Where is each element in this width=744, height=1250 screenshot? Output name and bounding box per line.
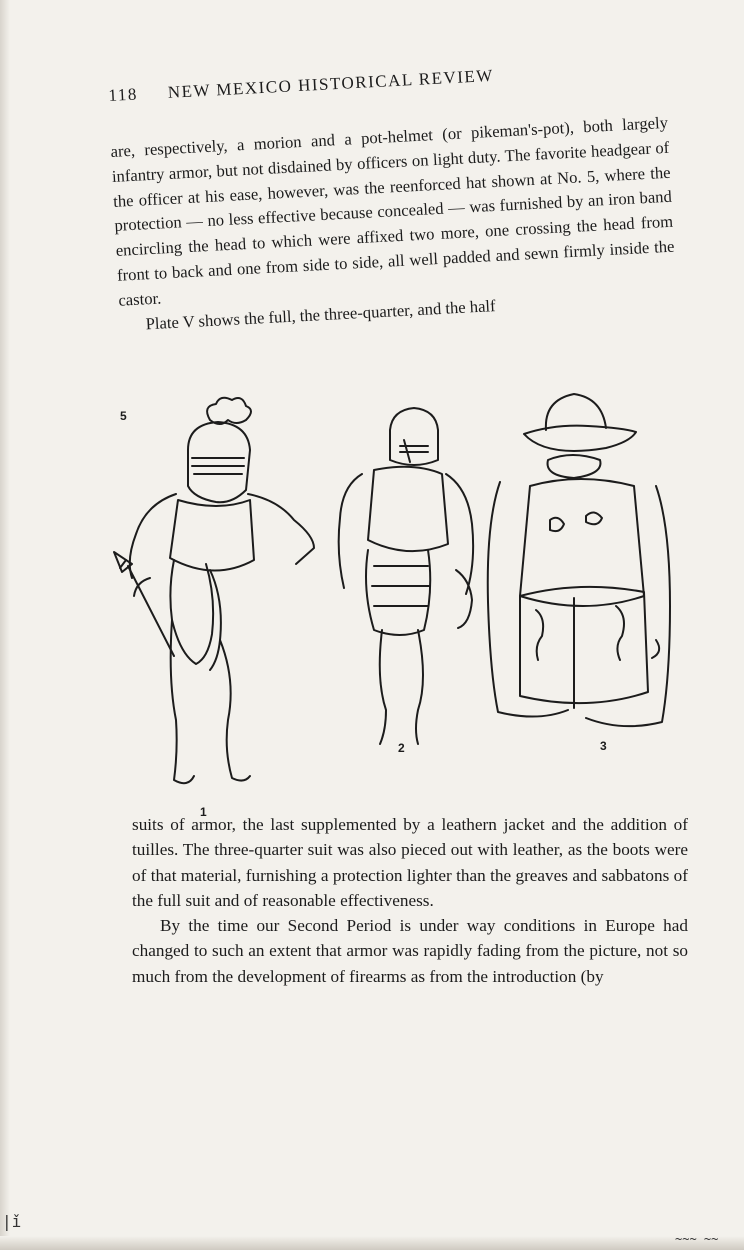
lower-text-block	[132, 812, 688, 989]
scan-edge-mark-right: ~~~ ~~	[675, 1232, 719, 1246]
figure-label-3: 3	[600, 739, 607, 753]
armor-illustration	[100, 390, 700, 820]
paragraph: are, respectively, a morion and a pot-helmet (or pikeman's-pot), both largely infantry armor, but not disdained by officers on light duty. The favorite headgear of the officer at his ease, however, was the reenforced hat shown at No. 5, where the protection — no less effective because concealed — was furnished by an iron band encircling the head to which were affixed two more, one crossing the head from front to back and one from side to side, all well padded and sewn firmly inside the castor.	[110, 112, 675, 310]
page-number: 118	[108, 84, 139, 105]
journal-title: NEW MEXICO HISTORICAL REVIEW	[167, 65, 495, 102]
half-armor-jacket-figure	[488, 394, 670, 726]
plate-v-figure	[100, 390, 700, 820]
paragraph: Plate V shows the full, the three-quarter, and the half	[145, 295, 496, 333]
scan-edge-mark-left: |ǐ	[2, 1212, 22, 1231]
page-edge-bottom	[0, 1236, 744, 1250]
figure-mark-5: 5	[120, 409, 127, 423]
three-quarter-armor-figure	[339, 408, 473, 744]
paragraph: suits of armor, the last supplemented by a leathern jacket and the addition of tuilles. The three-quarter suit was also pieced out with leather, as the boots were of that material, furnishing a protection lighter than the greaves and sabbatons of the full suit and of reasonable effectiveness.	[132, 815, 688, 910]
upper-text-block	[110, 111, 678, 338]
paragraph: By the time our Second Period is under way conditions in Europe had changed to such an extent that armor was rapidly fading from the picture, not so much from the development of firearms as from the introduction (by	[132, 916, 688, 986]
page-edge-shadow	[0, 0, 10, 1250]
running-head	[108, 61, 578, 106]
full-armor-figure	[114, 398, 314, 783]
figure-label-2: 2	[398, 741, 405, 755]
figure-label-1: 1	[200, 805, 207, 819]
